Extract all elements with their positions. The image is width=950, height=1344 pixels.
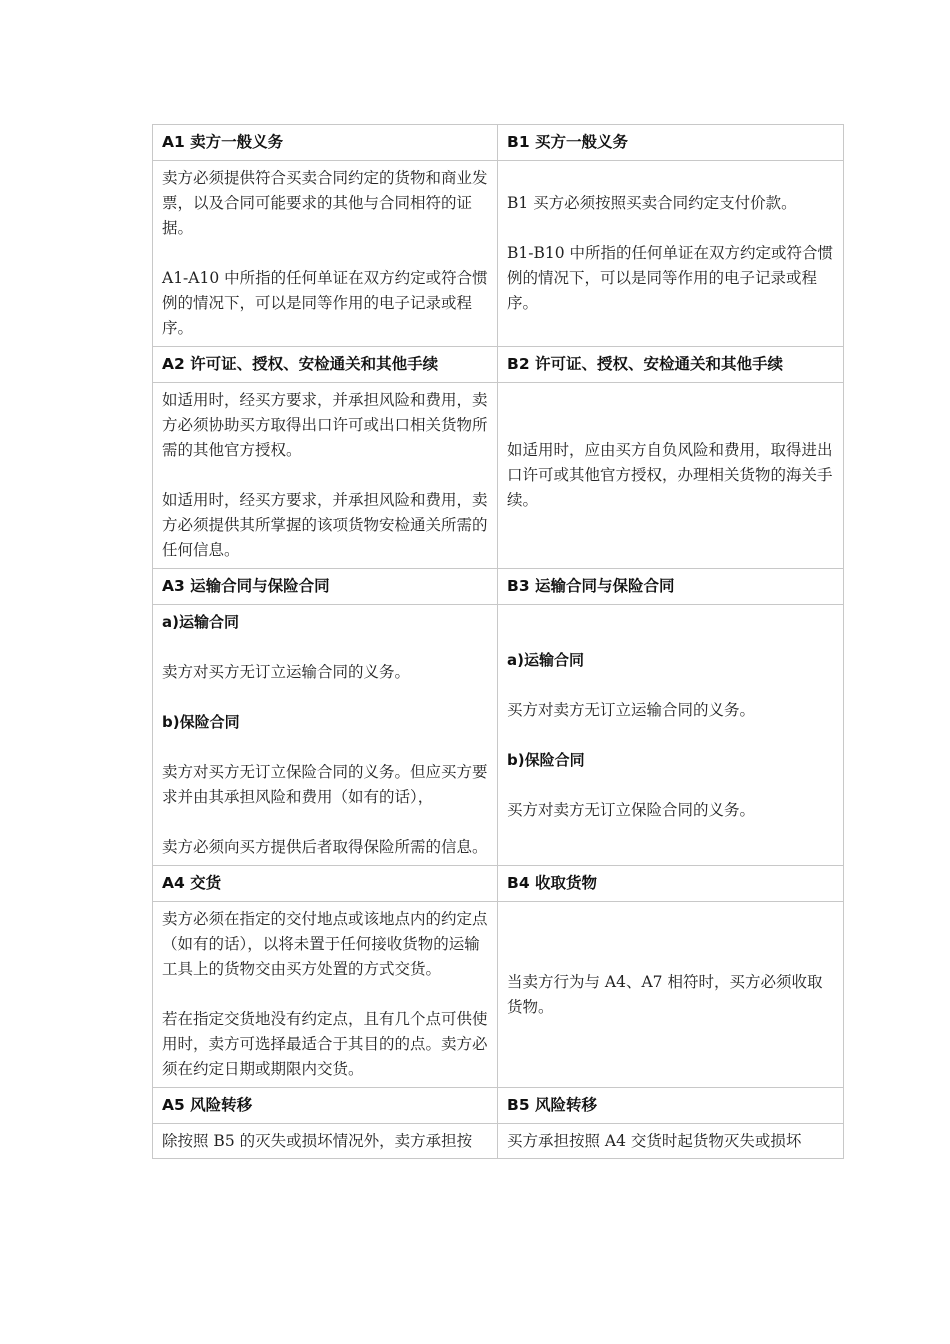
seller-paragraph: 如适用时，经买方要求，并承担风险和费用，卖方必须协助买方取得出口许可或出口相关货物所需的其他官方授权。 xyxy=(162,391,488,459)
buyer-paragraph: B1 买方必须按照买卖合同约定支付价款。 xyxy=(507,194,797,212)
section-body-row-a1-b1 xyxy=(153,161,844,347)
seller-cell-a3 xyxy=(153,605,498,866)
section-body-row-a3-b3 xyxy=(153,605,844,866)
seller-transport-text: 卖方对买方无订立运输合同的义务。 xyxy=(162,663,411,681)
obligations-table xyxy=(152,124,844,1159)
section-header-row-a4-b4 xyxy=(153,866,844,902)
buyer-transport-label: a)运输合同 xyxy=(507,650,584,669)
section-body-row-a5-b5 xyxy=(153,1124,844,1159)
seller-insurance-label: b)保险合同 xyxy=(162,713,240,731)
seller-cell-a4 xyxy=(153,902,498,1088)
buyer-heading-b2: B2 许可证、授权、安检通关和其他手续 xyxy=(498,347,844,383)
buyer-cell-b1 xyxy=(498,161,844,347)
buyer-paragraph: B1-B10 中所指的任何单证在双方约定或符合惯例的情况下，可以是同等作用的电子记录或程序。 xyxy=(507,244,834,312)
seller-paragraph: A1-A10 中所指的任何单证在双方约定或符合惯例的情况下，可以是同等作用的电子记录或程序。 xyxy=(162,269,488,337)
seller-heading-a3: A3 运输合同与保险合同 xyxy=(153,569,498,605)
seller-insurance-text-2: 卖方必须向买方提供后者取得保险所需的信息。 xyxy=(162,838,488,856)
buyer-cell-b5 xyxy=(498,1124,844,1159)
seller-heading-a5: A5 风险转移 xyxy=(153,1088,498,1124)
section-header-row-a2-b2 xyxy=(153,347,844,383)
seller-heading-a2: A2 许可证、授权、安检通关和其他手续 xyxy=(153,347,498,383)
buyer-heading-b4: B4 收取货物 xyxy=(498,866,844,902)
buyer-paragraph: 当卖方行为与 A4、A7 相符时，买方必须收取货物。 xyxy=(507,972,823,1016)
buyer-heading-b5: B5 风险转移 xyxy=(498,1088,844,1124)
seller-heading-a1: A1 卖方一般义务 xyxy=(153,125,498,161)
section-header-row-a5-b5 xyxy=(153,1088,844,1124)
buyer-insurance-text: 买方对卖方无订立保险合同的义务。 xyxy=(507,800,756,819)
seller-cell-a1 xyxy=(153,161,498,347)
seller-paragraph: 除按照 B5 的灭失或损坏情况外，卖方承担按 xyxy=(162,1132,473,1150)
seller-heading-a4: A4 交货 xyxy=(153,866,498,902)
buyer-cell-b2 xyxy=(498,383,844,569)
buyer-insurance-label: b)保险合同 xyxy=(507,750,585,769)
buyer-cell-b4 xyxy=(498,902,844,1088)
section-body-row-a4-b4 xyxy=(153,902,844,1088)
buyer-paragraph: 如适用时，应由买方自负风险和费用，取得进出口许可或其他官方授权，办理相关货物的海关手续。 xyxy=(507,441,833,509)
seller-paragraph: 如适用时，经买方要求，并承担风险和费用，卖方必须提供其所掌握的该项货物安检通关所需的任何信息。 xyxy=(162,491,488,559)
seller-cell-a5 xyxy=(153,1124,498,1159)
seller-transport-label: a)运输合同 xyxy=(162,613,239,631)
seller-insurance-text: 卖方对买方无订立保险合同的义务。但应买方要求并由其承担风险和费用（如有的话）， xyxy=(162,763,488,806)
section-body-row-a2-b2 xyxy=(153,383,844,569)
section-header-row-a1-b1 xyxy=(153,125,844,161)
buyer-cell-b3 xyxy=(498,605,844,866)
seller-paragraph: 若在指定交货地没有约定点，且有几个点可供使用时，卖方可选择最适合于其目的的点。卖方必须在约定日期或期限内交货。 xyxy=(162,1010,488,1078)
seller-paragraph: 卖方必须提供符合买卖合同约定的货物和商业发票，以及合同可能要求的其他与合同相符的证据。 xyxy=(162,169,488,237)
buyer-transport-text: 买方对卖方无订立运输合同的义务。 xyxy=(507,700,756,719)
seller-paragraph: 卖方必须在指定的交付地点或该地点内的约定点（如有的话），以将未置于任何接收货物的运输工具上的货物交由买方处置的方式交货。 xyxy=(162,910,488,978)
buyer-paragraph: 买方承担按照 A4 交货时起货物灭失或损坏 xyxy=(507,1132,802,1150)
buyer-heading-b3: B3 运输合同与保险合同 xyxy=(498,569,844,605)
section-header-row-a3-b3 xyxy=(153,569,844,605)
seller-cell-a2 xyxy=(153,383,498,569)
buyer-heading-b1: B1 买方一般义务 xyxy=(498,125,844,161)
